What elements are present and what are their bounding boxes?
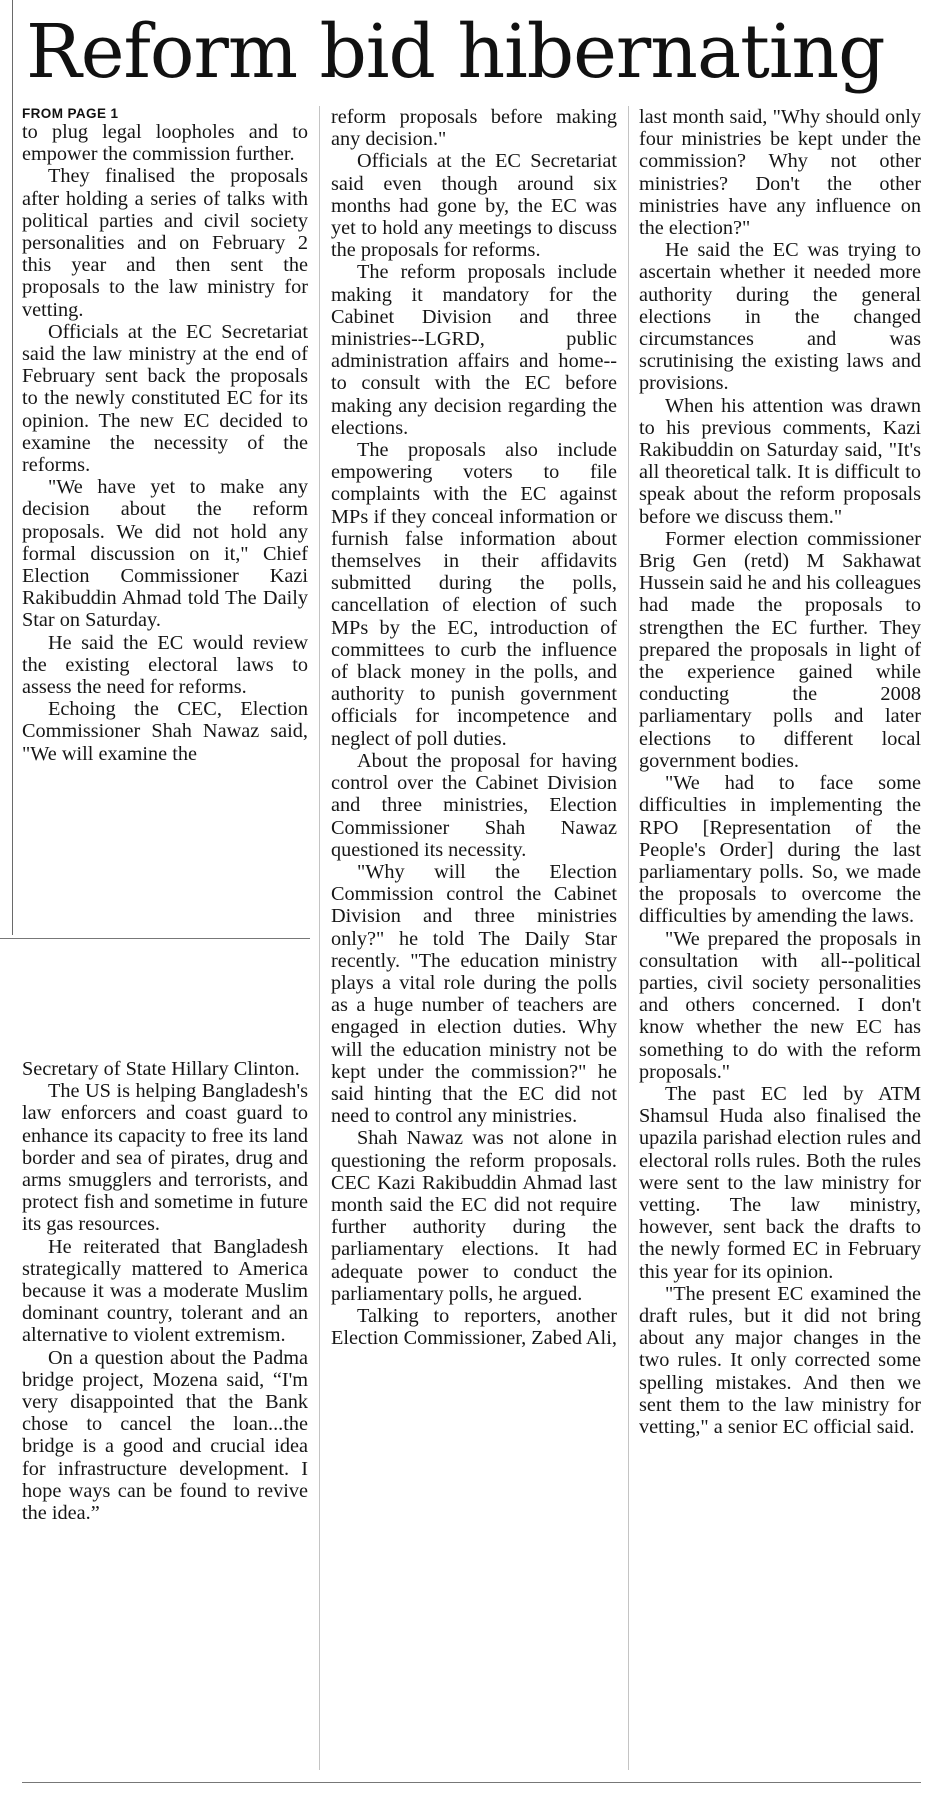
paragraph: reform proposals before making any decision." xyxy=(331,106,617,151)
paragraph: He reiterated that Bangladesh strategically mattered to America because it was a moderate Muslim dominant country, tolerant and an alternative to violent extremism. xyxy=(22,1235,308,1347)
paragraph: About the proposal for having control over the Cabinet Division and three ministries, Election Commissioner Shah Nawaz questioned its necessity. xyxy=(331,749,617,861)
paragraph: When his attention was drawn to his previous comments, Kazi Rakibuddin on Saturday said, "It's all theoretical talk. It is difficult to speak about the reform proposals before we discuss them." xyxy=(639,394,921,528)
story-separator-rule xyxy=(0,938,310,939)
page-edge-line xyxy=(12,0,13,935)
paragraph: On a question about the Padma bridge project, Mozena said, “I'm very disappointed that the Bank chose to cancel the loan...the bridge is a good and crucial idea for infrastructure development. I hope ways can be found to revive the idea.” xyxy=(22,1346,308,1525)
paragraph: The past EC led by ATM Shamsul Huda also finalised the upazila parishad election rules and electoral rolls rules. Both the rules were sent to the law ministry for vetting. The law ministry, however, sent back the drafts to the newly formed EC in February this year for its opinion. xyxy=(639,1082,921,1283)
paragraph: Secretary of State Hillary Clinton. xyxy=(22,1058,300,1080)
paragraph: They finalised the proposals after holding a series of talks with political parties and civil society personalities and on February 2 this year and then sent the proposals to the law ministry for vetting. xyxy=(22,165,308,321)
paragraph: He said the EC would review the existing electoral laws to assess the need for reforms. xyxy=(22,631,308,699)
paragraph: "We prepared the proposals in consultation with all--political parties, civil society personalities and others concerned. I don't know whether the new EC has something to do with the reform proposals." xyxy=(639,927,921,1083)
column-divider xyxy=(628,106,629,1770)
paragraph: "We had to face some difficulties in implementing the RPO [Representation of the People's Order] during the last parliamentary polls. So, we made the proposals to overcome the difficulties by amending the laws. xyxy=(639,772,921,928)
paragraph: "The present EC examined the draft rules, but it did not bring about any major changes in the two rules. It only corrected some spelling mistakes. And then we sent them to the law ministry for vetting," a senior EC official said. xyxy=(639,1282,921,1438)
paragraph: Officials at the EC Secretariat said even though around six months had gone by, the EC was yet to hold any meetings to discuss the proposals for reforms. xyxy=(331,150,617,262)
paragraph: "We have yet to make any decision about the reform proposals. We did not hold any formal discussion on it," Chief Election Commissioner Kazi Rakibuddin Ahmad told The Daily Star on Saturday. xyxy=(22,476,308,632)
paragraph: Shah Nawaz was not alone in questioning the reform proposals. CEC Kazi Rakibuddin Ahmad last month said the EC did not require further authority during the parliamentary elections. It had adequate power to conduct the parliamentary polls, he argued. xyxy=(331,1127,617,1305)
paragraph: The reform proposals include making it mandatory for the Cabinet Division and three ministries--LGRD, public administration affairs and home--to consult with the EC before making any decision regarding the elections. xyxy=(331,261,617,439)
article-column-2 xyxy=(331,106,617,1349)
headline: Reform bid hibernating xyxy=(26,9,885,95)
paragraph: "Why will the Election Commission control the Cabinet Division and three ministries only?" he told The Daily Star recently. "The education ministry plays a vital role during the polls as a huge number of teachers are engaged in election duties. Why will the education ministry not be kept under the commission?" he said hinting that the EC did not need to control any ministries. xyxy=(331,860,617,1128)
paragraph: last month said, "Why should only four ministries be kept under the commission? Why not other ministries? Don't the other ministries have any influence on the election?" xyxy=(639,106,921,240)
continuation-kicker: FROM PAGE 1 xyxy=(22,106,119,121)
paragraph: Talking to reporters, another Election Commissioner, Zabed Ali, xyxy=(331,1304,617,1350)
paragraph: Echoing the CEC, Election Commissioner Shah Nawaz said, "We will examine the xyxy=(22,698,308,765)
article-column-3 xyxy=(639,106,921,1438)
column-divider xyxy=(319,106,320,1770)
paragraph: to plug legal loopholes and to empower the commission further. xyxy=(22,121,308,166)
paragraph: Former election commissioner Brig Gen (retd) M Sakhawat Hussein said he and his colleagues had made the proposals to strengthen the EC further. They prepared the proposals in light of the experience gained while conducting the 2008 parliamentary polls and later elections to different local government bodies. xyxy=(639,527,921,772)
paragraph: The US is helping Bangladesh's law enforcers and coast guard to enhance its capacity to free its land border and sea of pirates, drug and arms smugglers and terrorists, and protect fish and sometime in future its gas resources. xyxy=(22,1080,308,1236)
bottom-rule xyxy=(22,1782,921,1783)
article-column-1-top xyxy=(22,106,308,765)
paragraph: Officials at the EC Secretariat said the law ministry at the end of February sent back the proposals to the newly constituted EC for its opinion. The new EC decided to examine the necessity of the reforms. xyxy=(22,320,308,477)
paragraph: The proposals also include empowering voters to file complaints with the EC against MPs if they conceal information or furnish false information about themselves in their affidavits submitted during the polls, cancellation of election of such MPs by the EC, introduction of committees to curb the influence of black money in the polls, and authority to punish government officials for incompetence and neglect of poll duties. xyxy=(331,439,617,750)
paragraph: He said the EC was trying to ascertain whether it needed more authority during the general elections in the changed circumstances and was scrutinising the existing laws and provisions. xyxy=(639,239,921,395)
article-column-1-bottom xyxy=(22,1058,308,1524)
